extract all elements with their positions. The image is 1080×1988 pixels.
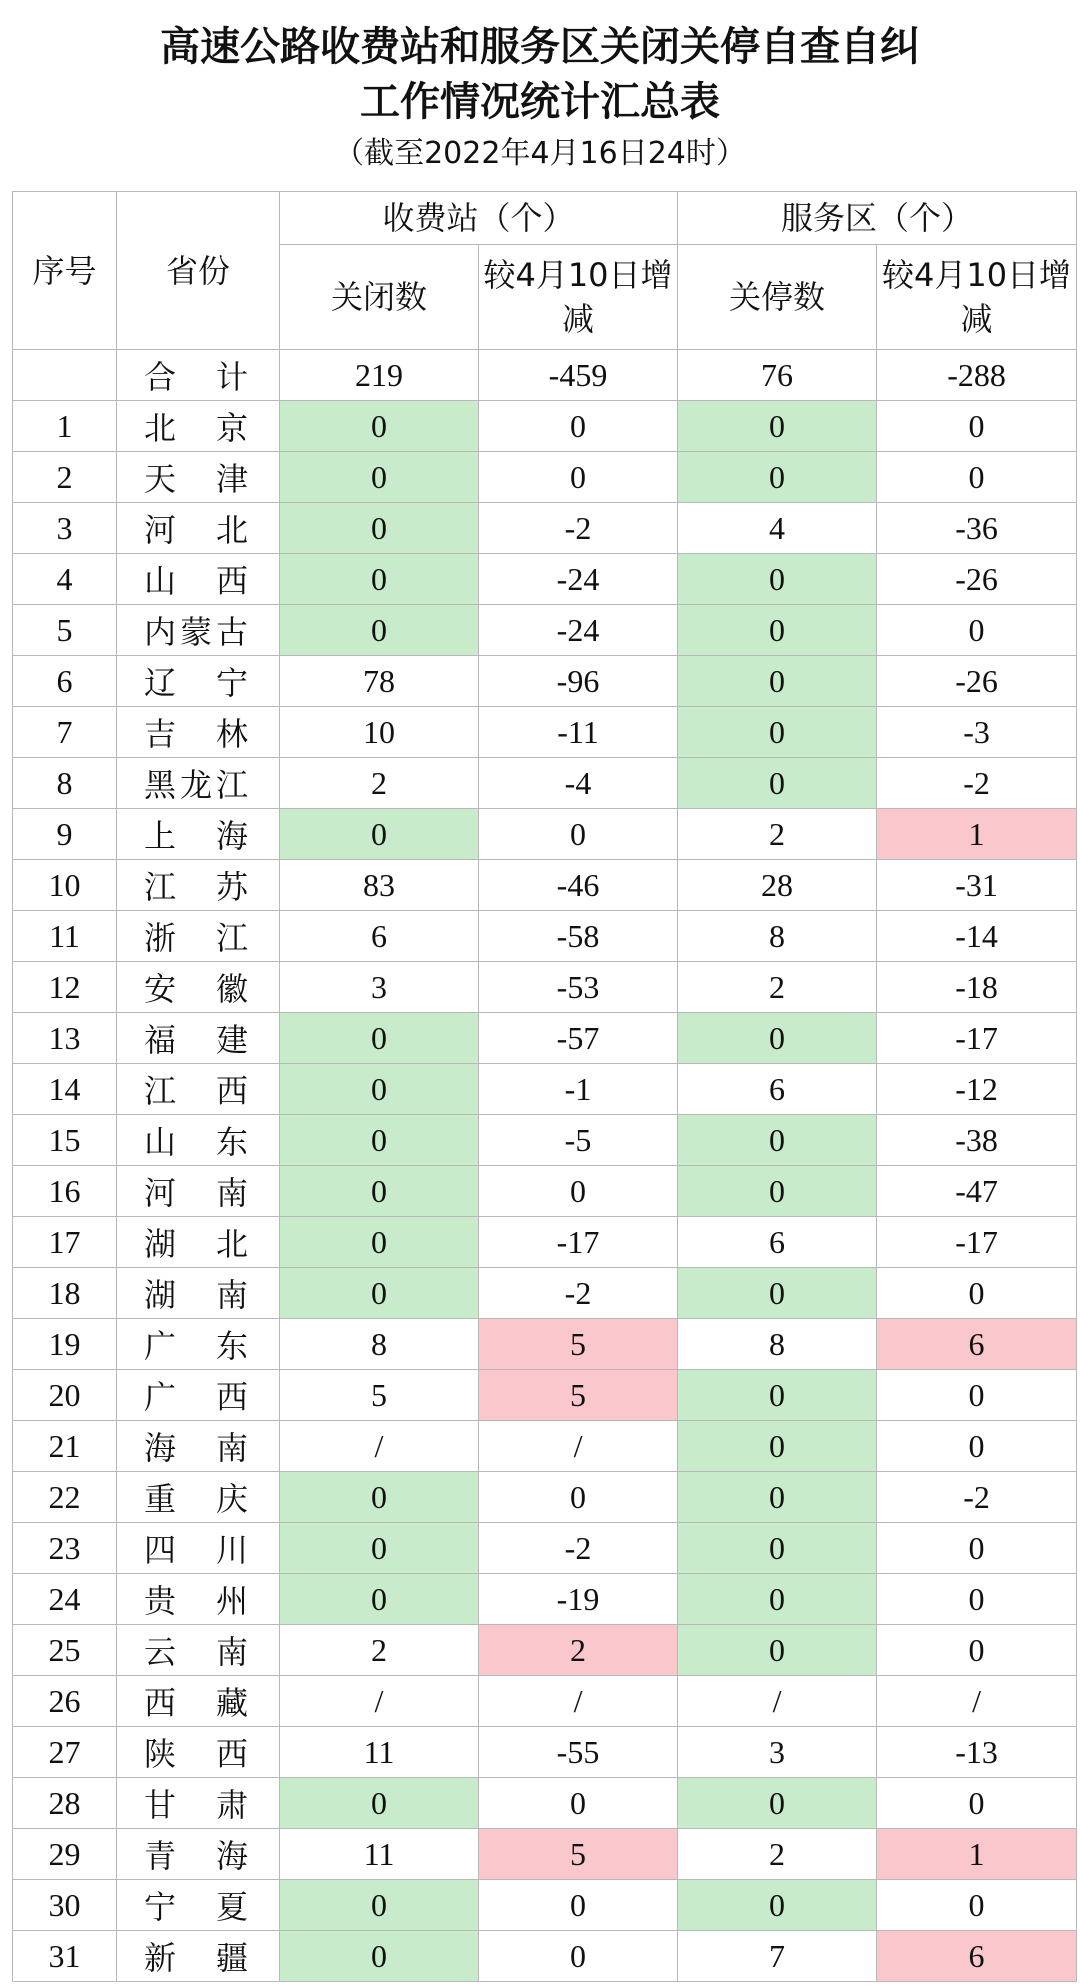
toll-closed-cell: 0 <box>280 1523 479 1574</box>
service-closed-cell: 0 <box>678 656 877 707</box>
service-change-cell: 0 <box>877 1778 1077 1829</box>
row-number-cell: 9 <box>13 809 117 860</box>
service-change-cell: -17 <box>877 1013 1077 1064</box>
toll-change-cell: -19 <box>479 1574 678 1625</box>
table-row <box>13 1115 1077 1166</box>
toll-change-cell: -24 <box>479 554 678 605</box>
toll-change-cell: -2 <box>479 503 678 554</box>
province-cell: 山 东 <box>117 1115 280 1166</box>
header-province: 省份 <box>117 192 280 350</box>
service-closed-cell: 7 <box>678 1931 877 1982</box>
table-row <box>13 1523 1077 1574</box>
province-cell: 新 疆 <box>117 1931 280 1982</box>
service-closed-cell: 0 <box>678 1574 877 1625</box>
province-cell: 广 西 <box>117 1370 280 1421</box>
toll-change-cell: -459 <box>479 350 678 401</box>
province-cell: 浙 江 <box>117 911 280 962</box>
row-number-cell: 14 <box>13 1064 117 1115</box>
toll-change-cell: 2 <box>479 1625 678 1676</box>
toll-change-cell: 0 <box>479 1778 678 1829</box>
toll-change-cell: 0 <box>479 452 678 503</box>
service-change-cell: -13 <box>877 1727 1077 1778</box>
row-number-cell: 13 <box>13 1013 117 1064</box>
toll-change-cell: -24 <box>479 605 678 656</box>
toll-closed-cell: 0 <box>280 809 479 860</box>
row-number-cell: 8 <box>13 758 117 809</box>
province-cell: 吉 林 <box>117 707 280 758</box>
row-number-cell: 25 <box>13 1625 117 1676</box>
toll-change-cell: / <box>479 1676 678 1727</box>
service-closed-cell: 0 <box>678 1115 877 1166</box>
service-closed-cell: 0 <box>678 605 877 656</box>
header-service-change: 较4月10日增减 <box>877 245 1077 350</box>
row-number-cell: 20 <box>13 1370 117 1421</box>
toll-closed-cell: 0 <box>280 503 479 554</box>
table-row <box>13 554 1077 605</box>
service-closed-cell: 0 <box>678 401 877 452</box>
service-change-cell: -17 <box>877 1217 1077 1268</box>
toll-change-cell: -2 <box>479 1523 678 1574</box>
province-cell: 山 西 <box>117 554 280 605</box>
toll-change-cell: 5 <box>479 1370 678 1421</box>
service-change-cell: -288 <box>877 350 1077 401</box>
service-closed-cell: 0 <box>678 554 877 605</box>
table-body <box>13 350 1077 1982</box>
province-cell: 重 庆 <box>117 1472 280 1523</box>
service-change-cell: 0 <box>877 1625 1077 1676</box>
province-cell: 河 南 <box>117 1166 280 1217</box>
toll-closed-cell: 11 <box>280 1727 479 1778</box>
service-change-cell: -18 <box>877 962 1077 1013</box>
table-row <box>13 1880 1077 1931</box>
header-toll-change: 较4月10日增减 <box>479 245 678 350</box>
service-change-cell: -38 <box>877 1115 1077 1166</box>
toll-change-cell: 5 <box>479 1319 678 1370</box>
service-closed-cell: 2 <box>678 809 877 860</box>
toll-change-cell: -11 <box>479 707 678 758</box>
table-row <box>13 452 1077 503</box>
table-row <box>13 605 1077 656</box>
header-no: 序号 <box>13 192 117 350</box>
service-change-cell: -2 <box>877 1472 1077 1523</box>
row-number-cell: 26 <box>13 1676 117 1727</box>
toll-change-cell: 5 <box>479 1829 678 1880</box>
province-cell: 上 海 <box>117 809 280 860</box>
table-row <box>13 1727 1077 1778</box>
toll-change-cell: -2 <box>479 1268 678 1319</box>
header-toll-group: 收费站（个） <box>280 192 678 245</box>
service-closed-cell: 0 <box>678 1880 877 1931</box>
service-closed-cell: 3 <box>678 1727 877 1778</box>
service-closed-cell: 0 <box>678 1421 877 1472</box>
toll-closed-cell: 0 <box>280 605 479 656</box>
toll-change-cell: -96 <box>479 656 678 707</box>
row-number-cell: 11 <box>13 911 117 962</box>
service-change-cell: 1 <box>877 809 1077 860</box>
service-closed-cell: 0 <box>678 1778 877 1829</box>
service-closed-cell: 0 <box>678 1370 877 1421</box>
service-change-cell: / <box>877 1676 1077 1727</box>
service-change-cell: 0 <box>877 1421 1077 1472</box>
row-number-cell: 7 <box>13 707 117 758</box>
service-change-cell: 0 <box>877 1574 1077 1625</box>
province-cell: 云 南 <box>117 1625 280 1676</box>
province-cell: 黑龙江 <box>117 758 280 809</box>
toll-change-cell: -53 <box>479 962 678 1013</box>
document-title-line2: 工作情况统计汇总表 <box>360 79 720 125</box>
service-change-cell: 6 <box>877 1319 1077 1370</box>
toll-change-cell: 0 <box>479 1931 678 1982</box>
toll-closed-cell: 0 <box>280 1166 479 1217</box>
header-row-1 <box>13 192 1077 245</box>
service-change-cell: -47 <box>877 1166 1077 1217</box>
row-number-cell: 27 <box>13 1727 117 1778</box>
table-row <box>13 1013 1077 1064</box>
service-change-cell: 6 <box>877 1931 1077 1982</box>
row-number-cell: 3 <box>13 503 117 554</box>
service-closed-cell: 0 <box>678 1013 877 1064</box>
table-row <box>13 1421 1077 1472</box>
row-number-cell: 29 <box>13 1829 117 1880</box>
service-closed-cell: 0 <box>678 452 877 503</box>
header-service-closed: 关停数 <box>678 245 877 350</box>
province-cell: 陕 西 <box>117 1727 280 1778</box>
toll-change-cell: -57 <box>479 1013 678 1064</box>
province-cell: 内蒙古 <box>117 605 280 656</box>
toll-change-cell: / <box>479 1421 678 1472</box>
province-cell: 湖 北 <box>117 1217 280 1268</box>
toll-closed-cell: 0 <box>280 1064 479 1115</box>
service-closed-cell: 0 <box>678 707 877 758</box>
toll-closed-cell: 0 <box>280 452 479 503</box>
row-number-cell: 19 <box>13 1319 117 1370</box>
service-closed-cell: 0 <box>678 1166 877 1217</box>
row-number-cell: 10 <box>13 860 117 911</box>
province-cell: 广 东 <box>117 1319 280 1370</box>
service-change-cell: 0 <box>877 452 1077 503</box>
toll-change-cell: 0 <box>479 401 678 452</box>
row-number-cell: 2 <box>13 452 117 503</box>
service-closed-cell: / <box>678 1676 877 1727</box>
row-number-cell: 16 <box>13 1166 117 1217</box>
table-row <box>13 503 1077 554</box>
table-row <box>13 758 1077 809</box>
toll-change-cell: -58 <box>479 911 678 962</box>
toll-closed-cell: 0 <box>280 1880 479 1931</box>
toll-closed-cell: 219 <box>280 350 479 401</box>
header-toll-closed: 关闭数 <box>280 245 479 350</box>
toll-closed-cell: 0 <box>280 1268 479 1319</box>
row-number-cell: 12 <box>13 962 117 1013</box>
table-row <box>13 1676 1077 1727</box>
toll-closed-cell: 83 <box>280 860 479 911</box>
row-number-cell: 22 <box>13 1472 117 1523</box>
province-cell: 甘 肃 <box>117 1778 280 1829</box>
row-number-cell: 4 <box>13 554 117 605</box>
toll-closed-cell: 8 <box>280 1319 479 1370</box>
row-number-cell <box>13 350 117 401</box>
toll-change-cell: -17 <box>479 1217 678 1268</box>
row-number-cell: 15 <box>13 1115 117 1166</box>
toll-closed-cell: 0 <box>280 401 479 452</box>
service-change-cell: 0 <box>877 605 1077 656</box>
row-number-cell: 23 <box>13 1523 117 1574</box>
service-change-cell: -12 <box>877 1064 1077 1115</box>
header-service-group: 服务区（个） <box>678 192 1077 245</box>
service-closed-cell: 2 <box>678 1829 877 1880</box>
service-change-cell: -3 <box>877 707 1077 758</box>
toll-closed-cell: / <box>280 1421 479 1472</box>
toll-closed-cell: 5 <box>280 1370 479 1421</box>
service-closed-cell: 6 <box>678 1217 877 1268</box>
row-number-cell: 17 <box>13 1217 117 1268</box>
toll-closed-cell: 3 <box>280 962 479 1013</box>
row-number-cell: 1 <box>13 401 117 452</box>
province-cell: 贵 州 <box>117 1574 280 1625</box>
province-cell: 江 苏 <box>117 860 280 911</box>
row-number-cell: 31 <box>13 1931 117 1982</box>
row-number-cell: 18 <box>13 1268 117 1319</box>
service-change-cell: 0 <box>877 1523 1077 1574</box>
service-closed-cell: 8 <box>678 911 877 962</box>
table-row <box>13 911 1077 962</box>
toll-closed-cell: 0 <box>280 1115 479 1166</box>
province-cell: 西 藏 <box>117 1676 280 1727</box>
row-number-cell: 30 <box>13 1880 117 1931</box>
table-row <box>13 1778 1077 1829</box>
service-change-cell: -2 <box>877 758 1077 809</box>
province-cell: 四 川 <box>117 1523 280 1574</box>
row-number-cell: 6 <box>13 656 117 707</box>
table-row <box>13 707 1077 758</box>
service-closed-cell: 4 <box>678 503 877 554</box>
service-change-cell: -26 <box>877 554 1077 605</box>
province-cell: 宁 夏 <box>117 1880 280 1931</box>
service-change-cell: -36 <box>877 503 1077 554</box>
province-cell: 北 京 <box>117 401 280 452</box>
document-subtitle: （截至2022年4月16日24时） <box>334 136 746 171</box>
toll-closed-cell: 6 <box>280 911 479 962</box>
province-cell: 辽 宁 <box>117 656 280 707</box>
toll-change-cell: 0 <box>479 809 678 860</box>
toll-change-cell: 0 <box>479 1472 678 1523</box>
province-cell: 福 建 <box>117 1013 280 1064</box>
toll-change-cell: -1 <box>479 1064 678 1115</box>
province-cell: 河 北 <box>117 503 280 554</box>
service-closed-cell: 0 <box>678 1472 877 1523</box>
toll-change-cell: -55 <box>479 1727 678 1778</box>
service-closed-cell: 8 <box>678 1319 877 1370</box>
toll-closed-cell: 78 <box>280 656 479 707</box>
service-change-cell: 1 <box>877 1829 1077 1880</box>
service-closed-cell: 0 <box>678 1268 877 1319</box>
table-row <box>13 809 1077 860</box>
province-cell: 江 西 <box>117 1064 280 1115</box>
province-cell: 合 计 <box>117 350 280 401</box>
total-row <box>13 350 1077 401</box>
toll-closed-cell: 0 <box>280 1217 479 1268</box>
toll-closed-cell: / <box>280 1676 479 1727</box>
row-number-cell: 5 <box>13 605 117 656</box>
table-row <box>13 860 1077 911</box>
table-row <box>13 1931 1077 1982</box>
service-change-cell: 0 <box>877 1268 1077 1319</box>
table-row <box>13 1064 1077 1115</box>
table-row <box>13 1319 1077 1370</box>
toll-closed-cell: 11 <box>280 1829 479 1880</box>
table-row <box>13 1472 1077 1523</box>
province-cell: 天 津 <box>117 452 280 503</box>
service-change-cell: 0 <box>877 401 1077 452</box>
service-change-cell: -14 <box>877 911 1077 962</box>
service-closed-cell: 0 <box>678 1625 877 1676</box>
province-cell: 青 海 <box>117 1829 280 1880</box>
toll-change-cell: 0 <box>479 1166 678 1217</box>
service-change-cell: -31 <box>877 860 1077 911</box>
service-change-cell: 0 <box>877 1880 1077 1931</box>
toll-change-cell: 0 <box>479 1880 678 1931</box>
service-closed-cell: 6 <box>678 1064 877 1115</box>
toll-change-cell: -4 <box>479 758 678 809</box>
table-row <box>13 656 1077 707</box>
toll-closed-cell: 0 <box>280 554 479 605</box>
toll-closed-cell: 2 <box>280 1625 479 1676</box>
service-closed-cell: 0 <box>678 758 877 809</box>
province-cell: 安 徽 <box>117 962 280 1013</box>
table-row <box>13 1166 1077 1217</box>
service-change-cell: -26 <box>877 656 1077 707</box>
statistics-table <box>12 191 1077 1982</box>
table-row <box>13 1574 1077 1625</box>
toll-closed-cell: 10 <box>280 707 479 758</box>
service-closed-cell: 0 <box>678 1523 877 1574</box>
table-row <box>13 401 1077 452</box>
row-number-cell: 28 <box>13 1778 117 1829</box>
table-row <box>13 962 1077 1013</box>
table-row <box>13 1625 1077 1676</box>
service-closed-cell: 2 <box>678 962 877 1013</box>
row-number-cell: 21 <box>13 1421 117 1472</box>
province-cell: 湖 南 <box>117 1268 280 1319</box>
toll-closed-cell: 0 <box>280 1574 479 1625</box>
toll-change-cell: -5 <box>479 1115 678 1166</box>
row-number-cell: 24 <box>13 1574 117 1625</box>
table-row <box>13 1217 1077 1268</box>
toll-closed-cell: 0 <box>280 1931 479 1982</box>
province-cell: 海 南 <box>117 1421 280 1472</box>
document-title: 高速公路收费站和服务区关闭关停自查自纠 <box>160 24 920 70</box>
toll-closed-cell: 0 <box>280 1013 479 1064</box>
table-row <box>13 1829 1077 1880</box>
toll-closed-cell: 0 <box>280 1472 479 1523</box>
table-row <box>13 1370 1077 1421</box>
service-change-cell: 0 <box>877 1370 1077 1421</box>
toll-closed-cell: 2 <box>280 758 479 809</box>
toll-closed-cell: 0 <box>280 1778 479 1829</box>
service-closed-cell: 76 <box>678 350 877 401</box>
table-row <box>13 1268 1077 1319</box>
service-closed-cell: 28 <box>678 860 877 911</box>
toll-change-cell: -46 <box>479 860 678 911</box>
